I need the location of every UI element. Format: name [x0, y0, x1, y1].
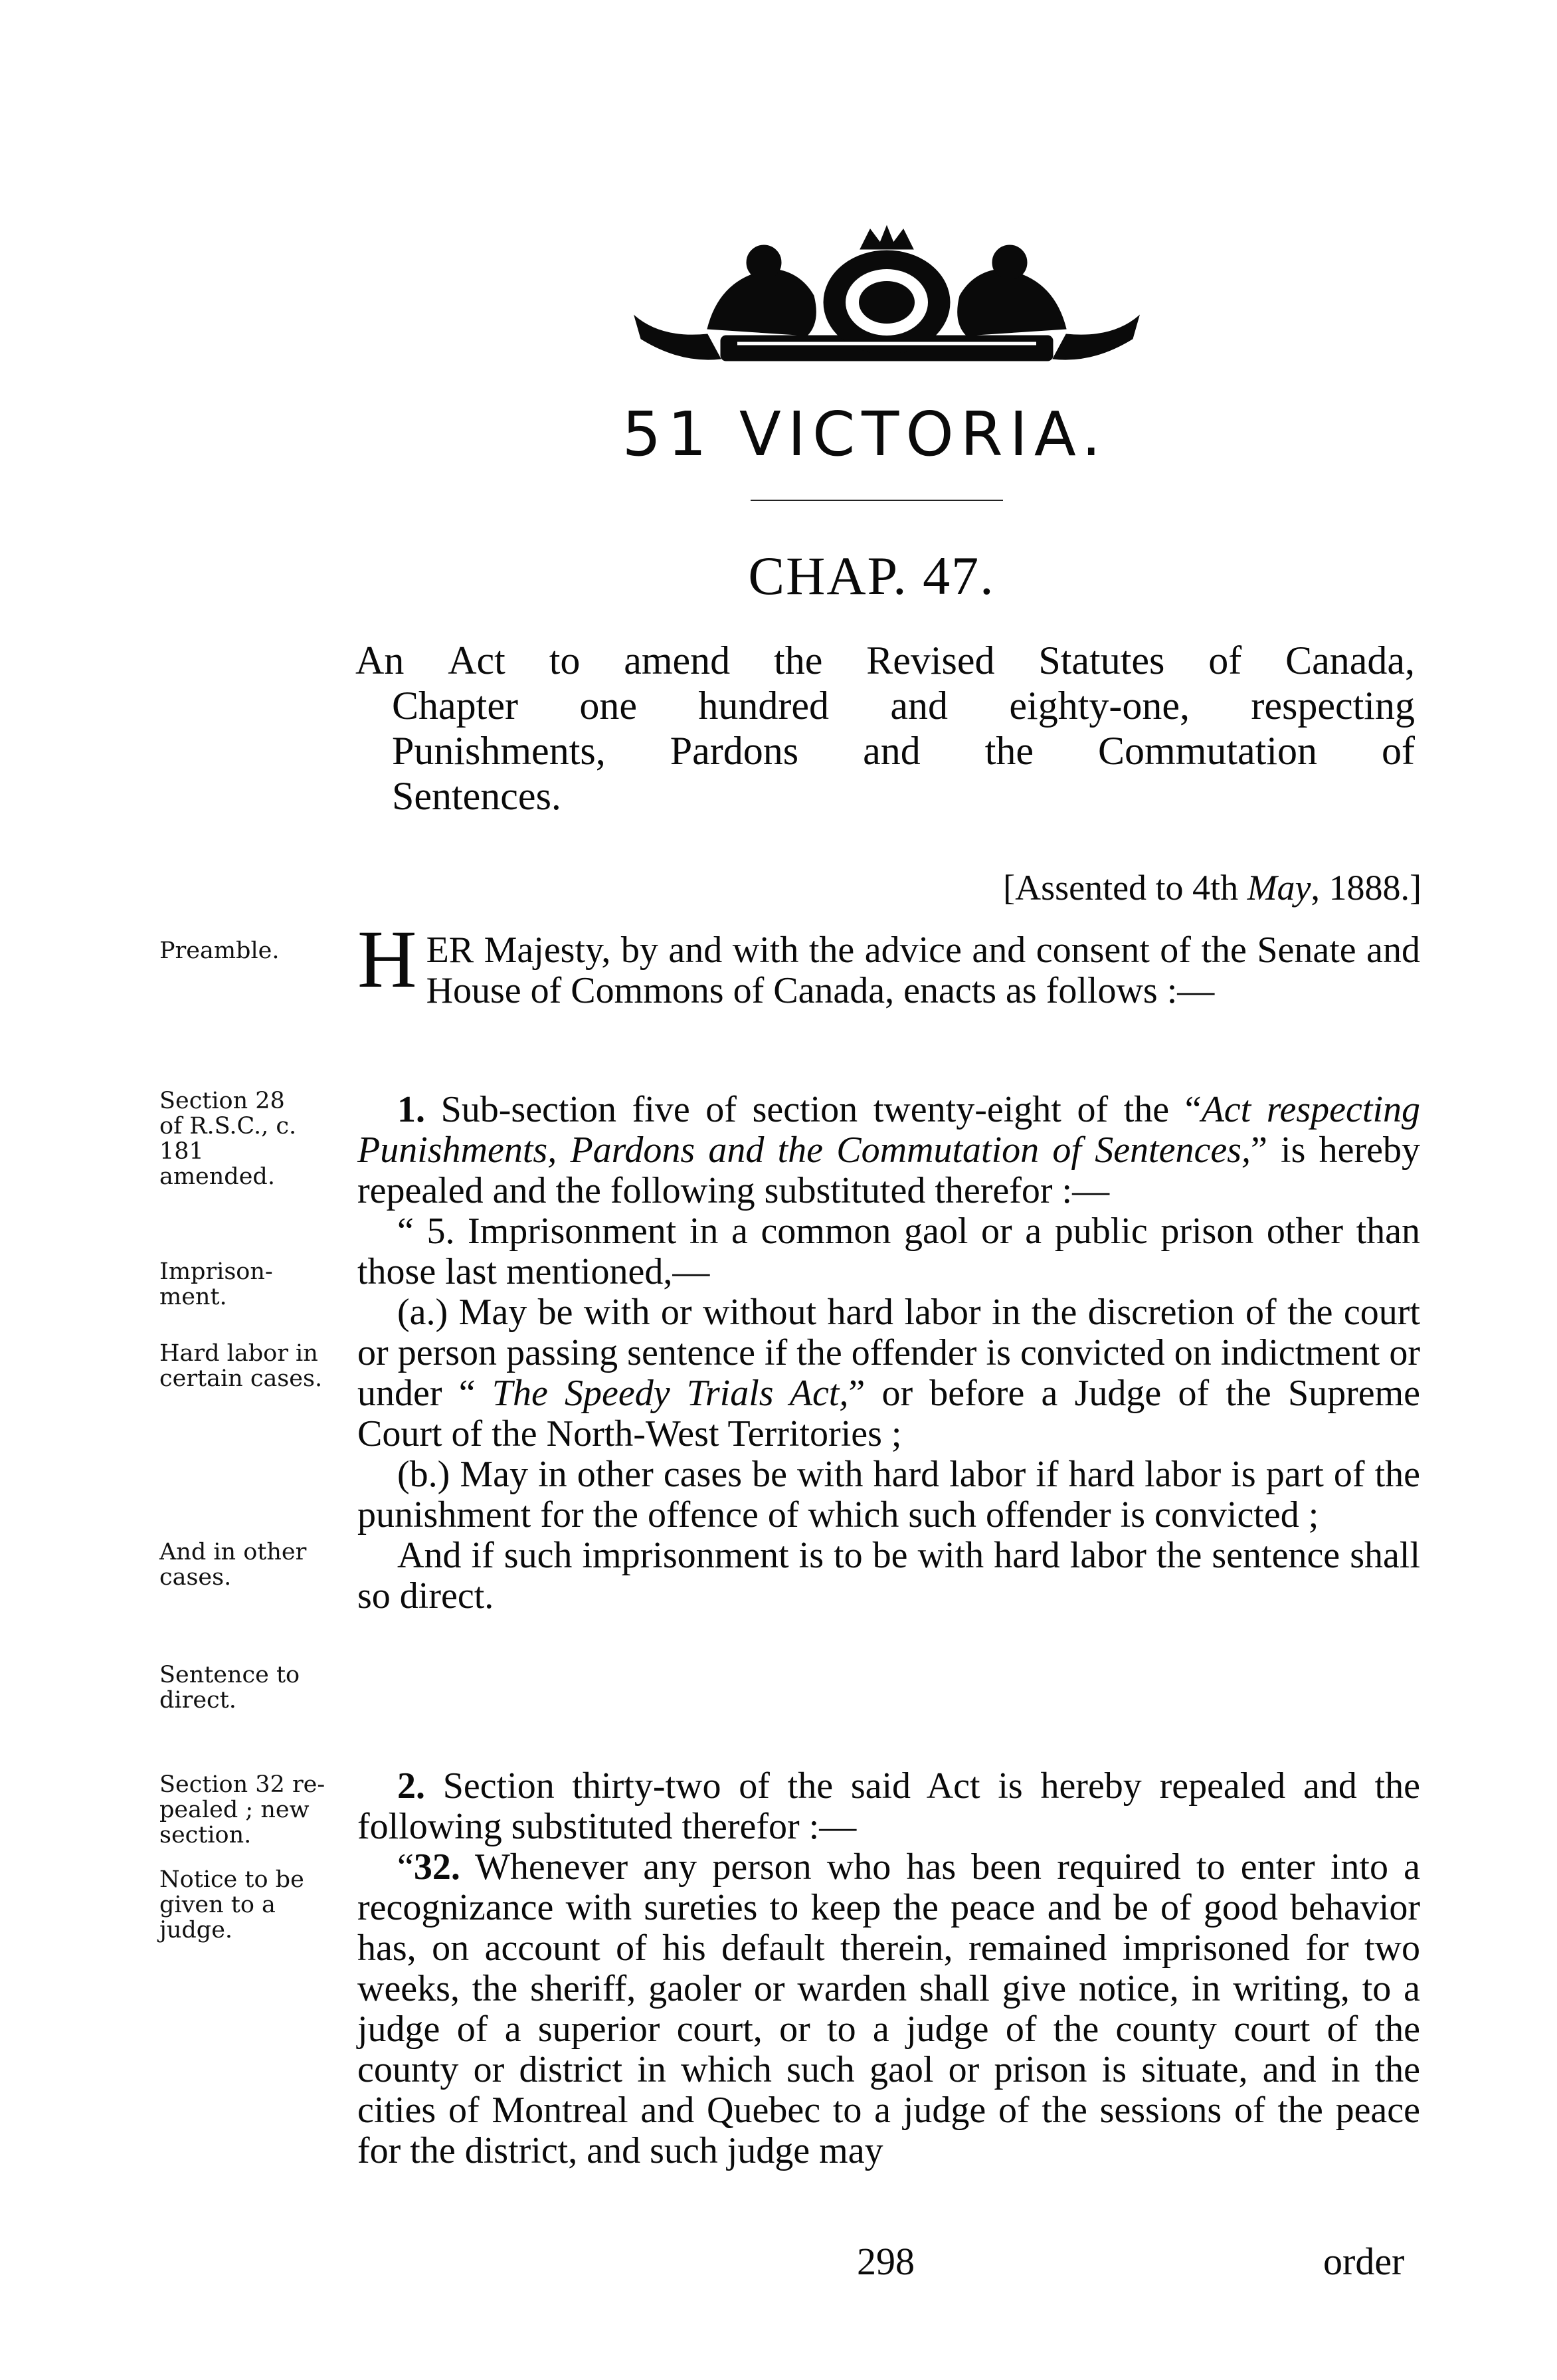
chapter-number: CHAP. 47. — [748, 545, 995, 606]
assent-date: [Assented to 4th May, 1888.] — [1003, 868, 1421, 908]
new-section-32: “32. Whenever any person who has been required to enter into a recognizance with sureties to keep the peace and be of good behavior has, on account of his default therein, remained imprisoned for two weeks, the sheriff, gaoler or warden shall give notice, in writing, to a judge of a superior court, or to a judge of the county court of the county or district in which such gaol or prison is situate, and in the cities of Montreal and Quebec to a judge of the sessions of the peace for the district, and such judge may — [357, 1846, 1420, 2171]
drop-cap: H — [357, 914, 417, 1005]
preamble-paragraph: HER Majesty, by and with the advice and consent of the Senate and House of Commons of Canada, enacts as follows :— — [357, 914, 1420, 1011]
catchword: order — [1323, 2240, 1405, 2283]
title-line-1: An Act to amend the Revised Statutes of Canada, — [355, 639, 1415, 682]
reign-heading: 51 VICTORIA. — [622, 399, 1108, 470]
section-1 — [357, 1090, 1420, 1617]
title-line-2: Chapter one hundred and eighty-one, respecting — [392, 684, 1415, 728]
title-line-4: Sentences. — [392, 774, 561, 818]
section-2 — [357, 1766, 1420, 2171]
clause-5-closing: And if such imprisonment is to be with hard labor the sentence shall so direct. — [357, 1535, 1420, 1617]
heading-divider — [751, 500, 1003, 501]
sidenote-hard-labor: Hard labor in certain cases. — [159, 1340, 323, 1392]
sidenote-section-32: Section 32 re-pealed ; new section. — [159, 1771, 325, 1848]
sidenote-notice: Notice to be given to a judge. — [159, 1866, 304, 1943]
sidenote-imprisonment: Imprison-ment. — [159, 1258, 273, 1310]
page-number: 298 — [857, 2240, 915, 2283]
clause-5: “ 5. Imprisonment in a common gaol or a public prison other than those last mentioned,— — [357, 1211, 1420, 1292]
sidenote-preamble: Preamble. — [159, 938, 280, 964]
sidenote-section-28: Section 28 of R.S.C., c. 181 amended. — [159, 1088, 297, 1190]
section-2-text: 2. Section thirty-two of the said Act is hereby repealed and the following substituted therefor :— — [357, 1765, 1420, 1847]
sidenote-other-cases: And in other cases. — [159, 1539, 307, 1591]
clause-5a: (a.) May be with or without hard labor in the discretion of the court or person passing sentence if the offender is convicted on indictment or under “ The Speedy Trials Act,” or before a Judge of the Supreme Court of the North-West Territories ; — [357, 1292, 1421, 1454]
section-1-text: 1. Sub-section five of section twenty-eight of the “Act respecting Punishments, Pardons and the Commutation of Sentences,” is hereby repealed and the following substituted therefor :— — [357, 1089, 1420, 1211]
royal-coat-of-arms-icon — [621, 223, 1152, 375]
sidenote-sentence-direct: Sentence to direct. — [159, 1662, 300, 1714]
act-title — [355, 638, 1415, 819]
clause-5b: (b.) May in other cases be with hard labor if hard labor is part of the punishment for the offence of which such offender is convicted ; — [357, 1454, 1420, 1536]
title-line-3: Punishments, Pardons and the Commutation of — [392, 729, 1415, 773]
